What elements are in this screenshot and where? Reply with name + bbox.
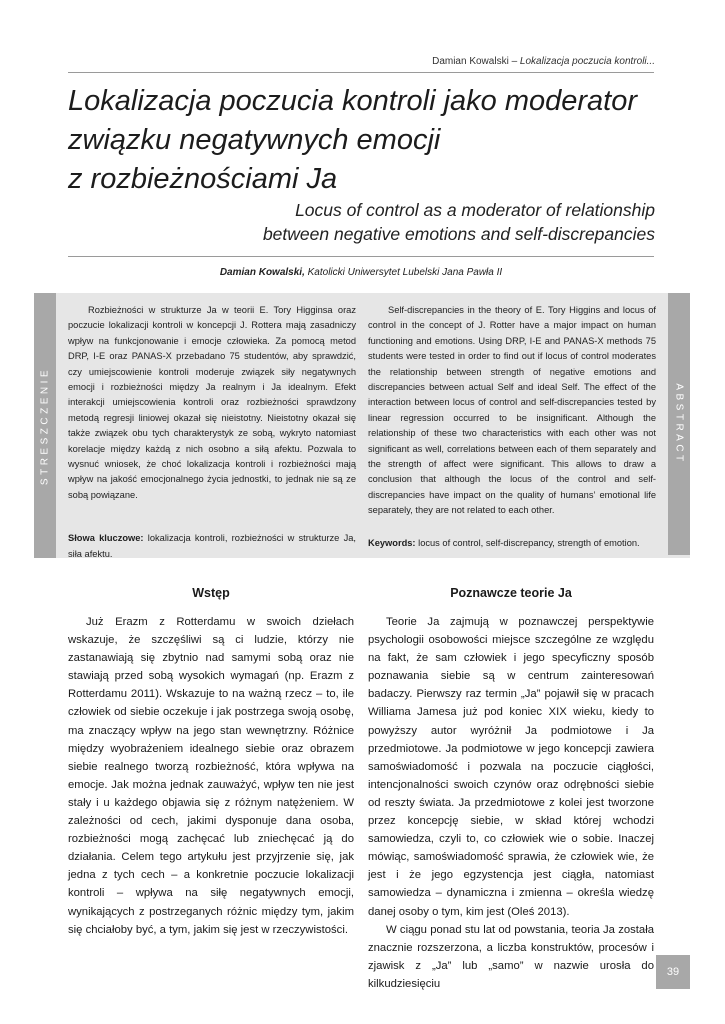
article-title-polish <box>68 82 658 199</box>
section-heading-wstep: Wstęp <box>192 586 230 600</box>
keywords-english-label: Keywords: <box>368 537 416 548</box>
title-rule <box>68 256 654 257</box>
abstract-english-text: Self-discrepancies in the theory of E. Tory Higgins and locus of control in the concept of J. Rotter have a major impact on human functioning and emotions. Using DRP, I-E and PANAS-X methods 75 students were tested in order to find out if locus of control moderates the relationship between strength of negative emotions and discrepancies between actual Self and ideal Self. The effect of the interaction between locus of control and self-discrepancies tested by linear regression occurred to be insignificant. Although the relationship of these two characteristics with each other was not significant as well, correlations between each of them separately and the strength of affect were significant. This allows to draw a conclusion that although the locus of the control and self-discrepancies have impact on the quality of humans’ emotional life separately, they are not related to each other. <box>368 305 656 516</box>
title-line: związku negatywnych emocji <box>68 124 441 156</box>
title-line: Lokalizacja poczucia kontroli jako moderator <box>68 85 638 117</box>
abstract-label: ABSTRACT <box>673 383 685 465</box>
keywords-polish-label: Słowa kluczowe: <box>68 533 144 544</box>
title-line: between negative emotions and self-discrepancies <box>262 224 655 244</box>
keywords-english <box>368 536 656 551</box>
running-header-title: Lokalizacja poczucia kontroli... <box>519 56 655 67</box>
body-column-right <box>368 613 654 993</box>
author-affiliation: Katolicki Uniwersytet Lubelski Jana Pawła II <box>307 267 503 278</box>
abstract-tab <box>668 293 690 555</box>
article-title-english <box>95 198 655 246</box>
abstract-polish <box>68 303 356 562</box>
streszczenie-label: STRESZCZENIE <box>39 366 51 485</box>
body-paragraph: W ciągu ponad stu lat od powstania, teoria Ja została znacznie rozszerzona, a liczba konstruktów, procesów i zjawisk z „Ja” lub „samo” w nazwie urosła do kilkudziesięciu <box>368 923 654 990</box>
running-header-author: Damian Kowalski – <box>432 56 518 67</box>
title-line: Locus of control as a moderator of relationship <box>295 200 655 220</box>
page-number: 39 <box>656 955 690 989</box>
streszczenie-tab <box>34 293 56 558</box>
abstract-polish-text: Rozbieżności w strukturze Ja w teorii E. Tory Higginsa oraz poczucie lokalizacji kontroli w koncepcji J. Rottera mają zasadniczy wpływ na funkcjonowanie i emocje człowieka. Za pomocą metod DRP, I-E oraz PANAS-X przebadano 75 studentów, aby sprawdzić, czy umiejscowienie kontroli moderuje związek siły negatywnych emocji i rozbieżności między Ja realnym i Ja idealnym. Efekt interakcji umiejscowienia kontroli oraz rozbieżności sprawdzony metodą regresji liniowej okazał się nieistotny. Nieistotny okazał się także związek obu tych charakterystyk ze sobą, wykryto natomiast korelacje między każdą z nich osobno a siłą afektu. Pozwala to wysnuć wniosek, że choć lokalizacja kontroli i rozbieżności mają wpływ na jakość emocjonalnego życia jednostki, to jednak nie są ze sobą powiązane. <box>68 305 356 500</box>
abstract-english <box>368 303 656 551</box>
author-name: Damian Kowalski, <box>219 267 305 278</box>
header-rule <box>68 72 654 73</box>
abstract-panel <box>34 293 690 558</box>
section-heading-teorie: Poznawcze teorie Ja <box>450 586 572 600</box>
keywords-english-list: locus of control, self-discrepancy, strength of emotion. <box>418 537 640 548</box>
keywords-polish-list: lokalizacja kontroli, rozbieżności w strukturze Ja, siła afektu. <box>68 533 356 559</box>
title-line: z rozbieżnościami Ja <box>68 163 338 195</box>
body-paragraph: Teorie Ja zajmują w poznawczej perspektywie psychologii osobowości miejsce szczególne ze względu na fakt, że sam człowiek i jego specyficzny sposób poznawania siebie są w centrum zainteresowań badaczy. Pierwszy raz termin „Ja” pojawił się w pracach Williama Jamesa już pod koniec XIX wieku, kiedy to powyższy autor wyróżnił Ja podmiotowe i Ja przedmiotowe. Ja podmiotowe w jego koncepcji zawiera samoświadomość i pozwala na poczucie ciągłości, intencjonalności swoich czynów oraz odrębności siebie od reszty świata. Ja przedmiotowe z kolei jest tworzone przez koncepcję siebie, w skład której wchodzi samowiedza, czyli to, co człowiek wie o sobie. Inaczej mówiąc, samoświadomość sprawia, że człowiek wie, że jest i że jego egzystencja jest ciągła, natomiast samowiedza – dynamiczna i zmienna – określa wiedzę danej osoby o tym, kim jest (Oleś 2013). <box>368 616 654 918</box>
byline <box>68 267 654 278</box>
body-paragraph: Już Erazm z Rotterdamu w swoich dziełach wskazuje, że szczęśliwi są ci ludzie, którzy nie zastanawiają się zbytnio nad samymi sobą oraz nie stawiają przed sobą wysokich wymagań (np. Erazm z Rotterdamu 2011). Wskazuje to na ważną rzecz – to, ile człowiek od siebie oczekuje i jak postrzega swoją osobę, ma znaczący wpływ na jego stan wewnętrzny. Różnice między wyobrażeniem idealnego siebie oraz obrazem siebie realnego tworzą rozbieżność, która wpływa na emocje. Jak można jednak zauważyć, wpływ ten nie jest stały i u każdego objawia się z różnym natężeniem. W zależności od cech, jakimi dysponuje dana osoba, rozbieżności mogą zachęcać lub zniechęcać ją do działania. Celem tego artykułu jest przyjrzenie się, jak jedna z tych cech – a konkretnie poczucie lokalizacji kontroli – wpływa na siłę negatywnych emocji, wynikających z postrzeganych różnic między tym, jakim się chciałoby być, a tym, jakim się jest w rzeczywistości. <box>68 616 354 936</box>
body-column-left <box>68 613 354 939</box>
keywords-polish <box>68 531 356 562</box>
running-header <box>95 56 655 67</box>
